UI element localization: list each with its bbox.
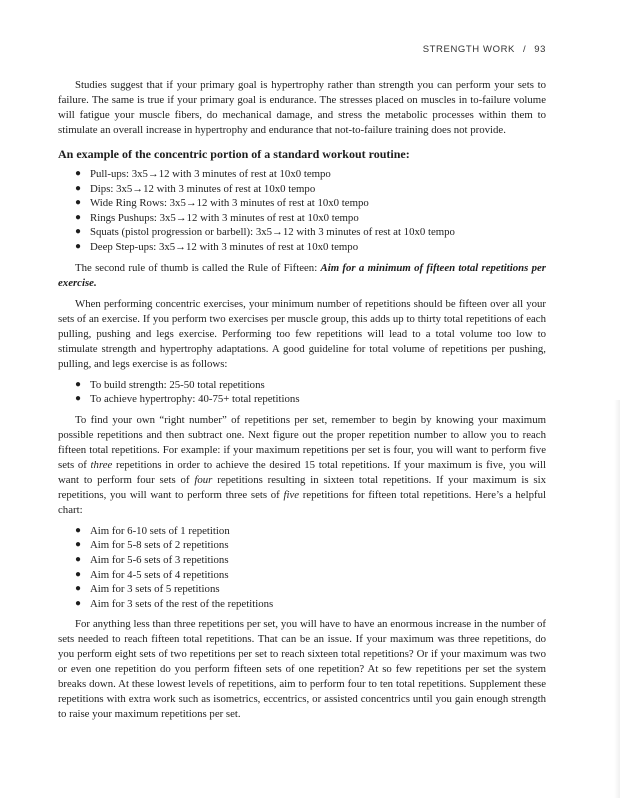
list-item (75, 225, 546, 240)
text-run: To find your own “right number” of repetitions per set, remember to begin by knowing your maximum possible repetitions and then subtract one. Next figure out the proper repetition number to allow you to reach fifteen total repetitions. For example: if your maximum repetitions per set is four, you will want to perform five sets of (58, 413, 546, 471)
rule-intro: The second rule of thumb is called the Rule of Fifteen: (75, 261, 321, 274)
bullet-icon: ● (75, 393, 82, 405)
bullet-icon: ● (75, 182, 82, 194)
bullet-icon: ● (75, 211, 82, 223)
list-item (75, 378, 546, 393)
bullet-icon: ● (75, 378, 82, 390)
list-item-text: Pull-ups: 3x5→12 with 3 minutes of rest at 10x0 tempo (90, 168, 331, 180)
bullet-icon: ● (75, 240, 82, 252)
list-item-text: Aim for 6-10 sets of 1 repetition (90, 524, 230, 537)
list-item-text: To achieve hypertrophy: 40-75+ total repetitions (90, 393, 300, 406)
routine-heading: An example of the concentric portion of a standard workout routine: (58, 147, 410, 161)
list-item (75, 568, 546, 583)
bullet-icon: ● (75, 226, 82, 238)
emphasis: three (90, 458, 113, 471)
paragraph-minimum-repetitions: When performing concentric exercises, your minimum number of repetitions should be fifteen over all your sets of an exercise. If you perform two exercises per muscle group, this adds up to thirty total repetitions of each pulling, pushing and legs exercise. Performing too few repetitions will lead to a total volume too low to stimulate strength and hypertrophy adaptations. A good guideline for total volume of repetitions per pushing, pulling, and legs exercise is as follows: (58, 297, 546, 370)
paragraph-failure-training: Studies suggest that if your primary goal is hypertrophy rather than strength you can perform your sets to failure. The same is true if your primary goal is endurance. The stresses placed on muscles in to-failure volume will fatigue your muscle fibers, do mechanical damage, and stress the metabolic processes within them to stimulate an overall increase in hypertrophy and endurance that not-to-failure training does not provide. (58, 79, 546, 136)
routine-list (58, 167, 546, 255)
text-run: repetitions in order to achieve the desired 15 total repetitions. If your maximum is five, you will want to perform four sets of (58, 458, 547, 486)
page-number: 93 (534, 44, 546, 55)
emphasis: four (194, 473, 213, 486)
list-item-text: Aim for 5-8 sets of 2 repetitions (90, 539, 229, 552)
paragraph-right-number (58, 413, 546, 518)
list-item (75, 582, 546, 597)
list-item-text: Aim for 4-5 sets of 4 repetitions (90, 568, 229, 581)
list-item-text: To build strength: 25-50 total repetitions (90, 378, 265, 391)
text-run: repetitions for fifteen total repetitions. Here’s a helpful chart: (58, 488, 546, 516)
list-item (75, 392, 546, 407)
bullet-icon: ● (75, 568, 82, 580)
list-item-text: Deep Step-ups: 3x5→12 with 3 minutes of rest at 10x0 tempo (90, 240, 359, 253)
bullet-icon: ● (75, 168, 82, 179)
list-item-text: Dips: 3x5→12 with 3 minutes of rest at 10x0 tempo (90, 182, 316, 195)
list-item (75, 524, 546, 539)
list-item (75, 597, 546, 612)
running-header (423, 44, 546, 55)
list-item-text: Aim for 5-6 sets of 3 repetitions (90, 553, 229, 566)
bullet-icon: ● (75, 583, 82, 595)
bullet-icon: ● (75, 553, 82, 565)
text-run: repetitions resulting in sixteen total repetitions. If your maximum is six repetitions, you will want to perform three sets of (58, 473, 546, 501)
sets-chart-list (58, 524, 546, 612)
list-item (75, 240, 546, 255)
list-item (75, 167, 546, 182)
list-item-text: Squats (pistol progression or barbell): 3x5→12 with 3 minutes of rest at 10x0 tempo (90, 226, 455, 239)
page-content (58, 78, 546, 728)
bullet-icon: ● (75, 539, 82, 551)
list-item-text: Rings Pushups: 3x5→12 with 3 minutes of rest at 10x0 tempo (90, 211, 359, 224)
bullet-icon: ● (75, 597, 82, 609)
header-separator: / (522, 44, 527, 55)
list-item (75, 196, 546, 211)
volume-guideline-list (58, 378, 546, 407)
paragraph-low-repetitions: For anything less than three repetitions per set, you will have to have an enormous increase in the number of sets needed to reach fifteen total repetitions. That can be an issue. If your maximum was three repetitions, do you perform eight sets of two repetitions per set to reach sixteen total repetitions? Or if your maximum was two or even one repetition do you perform fifteen sets of one repetition? At so few repetitions per set the system breaks down. At these lowest levels of repetitions, aim to perform four to ten total repetitions. Supplement these repetitions with extra work such as isometrics, eccentrics, or assisted concentrics until you gain enough strength to raise your maximum repetitions per set. (58, 618, 546, 721)
list-item (75, 211, 546, 226)
emphasis: five (283, 488, 300, 501)
section-title: STRENGTH WORK (422, 44, 515, 55)
list-item (75, 182, 546, 197)
list-item-text: Aim for 3 sets of the rest of the repetitions (90, 597, 274, 610)
list-item-text: Aim for 3 sets of 5 repetitions (90, 583, 220, 596)
bullet-icon: ● (75, 524, 82, 536)
rule-statement: Aim for a minimum of fifteen total repetitions per exercise. (58, 261, 546, 289)
bullet-icon: ● (75, 197, 82, 209)
list-item (75, 538, 546, 553)
paragraph-rule-of-fifteen (58, 261, 546, 291)
list-item-text: Wide Ring Rows: 3x5→12 with 3 minutes of rest at 10x0 tempo (90, 197, 369, 210)
list-item (75, 553, 546, 568)
page-edge-shadow (614, 400, 620, 798)
